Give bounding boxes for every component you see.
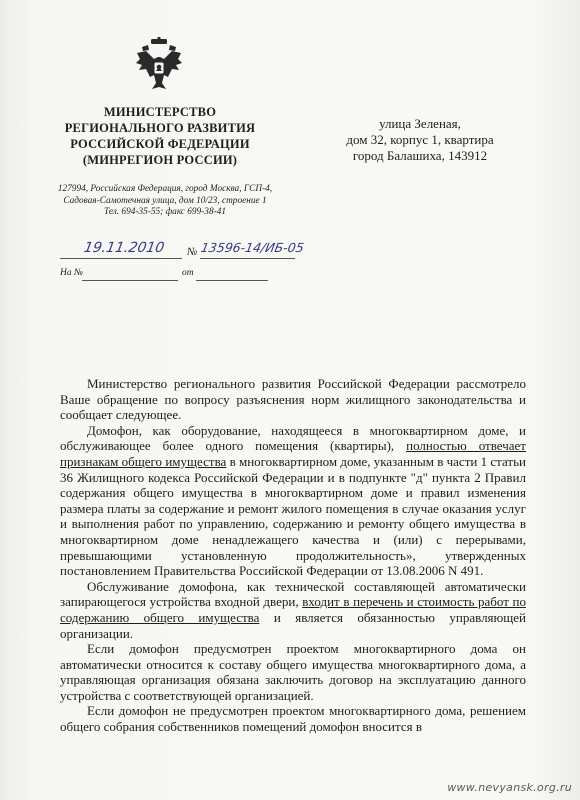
ministry-line: РЕГИОНАЛЬНОГО РАЗВИТИЯ xyxy=(64,121,256,135)
ministry-header xyxy=(60,104,260,168)
paragraph xyxy=(60,423,526,579)
addressee-block xyxy=(320,116,520,164)
paragraph: Министерство регионального развития Российской Федерации рассмотрело Ваше обращение по вопросу разъяснения норм жилищного законодательства и сообщает следующее. xyxy=(60,376,526,423)
addressee-line: город Балашиха, 143912 xyxy=(352,148,488,163)
ministry-line: РОССИЙСКОЙ ФЕДЕРАЦИИ xyxy=(70,137,250,151)
number-underline xyxy=(200,258,295,259)
addressee-line: дом 32, корпус 1, квартира xyxy=(346,132,494,147)
paragraph xyxy=(60,579,526,641)
paragraph-text: в многоквартирном доме, указанным в части 1 статьи 36 Жилищного кодекса Российской Федерации и в подпункте "д" пункта 2 Правил содержания общего имущества в многоквартирном доме и правил изменения размера платы за содержание и ремонт жилого помещения в случае оказания услуг и выполнения работ по управлению, содержанию и ремонту общего имущества в многоквартирном доме ненадлежащего качества и (или) с перерывами, превышающими установленную продолжительность», утвержденных постановлением Правительства Российской Федерации от 13.08.2006 N 491. xyxy=(60,453,526,579)
address-line: 127994, Российская Федерация, город Москва, ГСП-4, xyxy=(57,184,273,194)
registration-number: 13596-14/ИБ-05 xyxy=(199,240,306,255)
watermark: www.nevyansk.org.ru xyxy=(447,781,572,794)
from-underline xyxy=(196,280,268,281)
paragraph-text: Домофон, как оборудование, находящееся в многоквартирном доме, и обслуживающее более одного помещения (квартиры), xyxy=(60,422,526,454)
registration-date: 19.11.2010 xyxy=(82,240,166,256)
from-label: от xyxy=(182,268,194,278)
double-headed-eagle-emblem xyxy=(134,37,184,93)
paragraph: Если домофон предусмотрен проектом многоквартирного дома он автоматически относится к составу общего имущества многоквартирного дома, а управляющая организация обязана заключить договор на эксплуатацию данного устройства с соответствующей организацией. xyxy=(60,641,526,703)
underlined-text: полностью отвечает признакам общего имущества xyxy=(60,438,526,469)
date-underline xyxy=(60,258,182,259)
number-sign: № xyxy=(187,246,198,258)
ministry-line: (МИНРЕГИОН РОССИИ) xyxy=(82,153,238,167)
underlined-text: входит в перечень и стоимость работ по содержанию общего имущества xyxy=(60,594,526,625)
paragraph-text: и является обязанностью управляющей организации. xyxy=(60,609,526,641)
ministry-address xyxy=(50,184,280,219)
address-line: Садовая-Самотечная улица, дом 10/23, строение 1 xyxy=(63,195,267,206)
reference-underline xyxy=(82,280,178,281)
letter-body xyxy=(60,376,526,735)
ministry-line: МИНИСТЕРСТВО xyxy=(103,105,217,119)
paragraph: Если домофон не предусмотрен проектом многоквартирного дома, решением общего собрания собственников помещений домофон вносится в xyxy=(60,703,526,735)
addressee-line: улица Зеленая, xyxy=(379,116,461,131)
paragraph-text: Обслуживание домофона, как технической составляющей автоматически запирающегося устройства входной двери, xyxy=(60,578,526,610)
reference-label: На № xyxy=(60,268,83,278)
address-line: Тел. 694-35-55; факс 699-38-41 xyxy=(103,207,226,217)
